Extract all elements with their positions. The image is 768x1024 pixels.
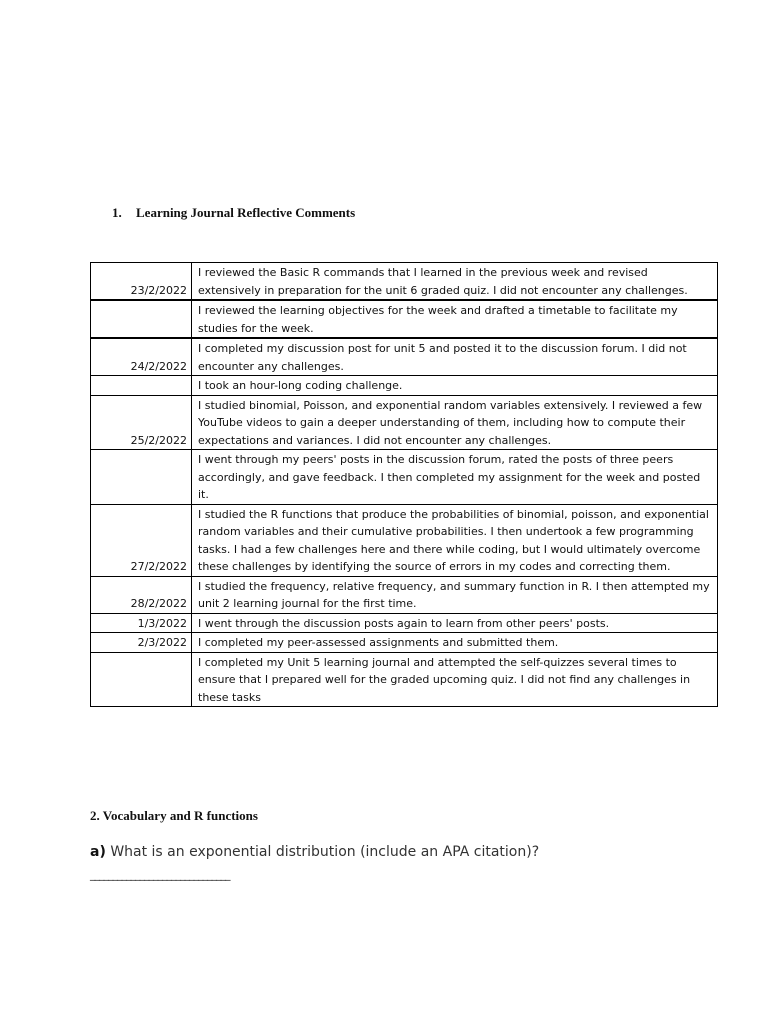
entry-date: 23/2/2022	[91, 263, 192, 301]
entry-text: I studied binomial, Poisson, and exponential random variables extensively. I reviewed a few YouTube videos to gain a deeper understanding of them, including how to compute their expectations and variances. I did not encounter any challenges.	[192, 395, 718, 450]
entry-text: I completed my Unit 5 learning journal and attempted the self-quizzes several times to ensure that I prepared well for the graded upcoming quiz. I did not find any challenges in these tasks	[192, 652, 718, 707]
question-a-text: What is an exponential distribution (include an APA citation)?	[110, 844, 540, 860]
entry-date	[91, 376, 192, 396]
table-row	[91, 633, 718, 653]
section-1-number: 1.	[112, 205, 122, 220]
table-row	[91, 450, 718, 505]
entry-date: 25/2/2022	[91, 395, 192, 450]
entry-date	[91, 300, 192, 338]
table-row	[91, 652, 718, 707]
answer-line: _______________________________	[90, 868, 230, 881]
entry-text: I took an hour-long coding challenge.	[192, 376, 718, 396]
entry-text: I completed my peer-assessed assignments and submitted them.	[192, 633, 718, 653]
entry-date: 1/3/2022	[91, 613, 192, 633]
table-row	[91, 300, 718, 338]
entry-text: I went through my peers' posts in the discussion forum, rated the posts of three peers accordingly, and gave feedback. I then completed my assignment for the week and posted it.	[192, 450, 718, 505]
entry-text: I completed my discussion post for unit 5 and posted it to the discussion forum. I did not encounter any challenges.	[192, 338, 718, 376]
entry-text: I went through the discussion posts again to learn from other peers' posts.	[192, 613, 718, 633]
table-row	[91, 613, 718, 633]
entry-text: I studied the R functions that produce the probabilities of binomial, poisson, and exponential random variables and their cumulative probabilities. I then undertook a few programming tasks. I had a few challenges here and there while coding, but I would ultimately overcome these challenges by identifying the source of errors in my codes and correcting them.	[192, 504, 718, 576]
entry-date: 27/2/2022	[91, 504, 192, 576]
section-1-title: Learning Journal Reflective Comments	[136, 205, 356, 220]
entry-date: 28/2/2022	[91, 576, 192, 613]
entry-date: 2/3/2022	[91, 633, 192, 653]
section-1-heading	[112, 205, 355, 221]
table-row	[91, 576, 718, 613]
entry-text: I reviewed the learning objectives for the week and drafted a timetable to facilitate my studies for the week.	[192, 300, 718, 338]
question-a	[90, 844, 539, 860]
table-row	[91, 504, 718, 576]
entry-date	[91, 652, 192, 707]
entry-date	[91, 450, 192, 505]
section-2-heading: 2. Vocabulary and R functions	[90, 808, 258, 823]
learning-journal-table	[90, 262, 718, 707]
table-row	[91, 263, 718, 301]
entry-text: I reviewed the Basic R commands that I learned in the previous week and revised extensively in preparation for the unit 6 graded quiz. I did not encounter any challenges.	[192, 263, 718, 301]
table-row	[91, 338, 718, 376]
entry-date: 24/2/2022	[91, 338, 192, 376]
question-a-label: a)	[90, 844, 106, 860]
entry-text: I studied the frequency, relative frequency, and summary function in R. I then attempted my unit 2 learning journal for the first time.	[192, 576, 718, 613]
table-row	[91, 395, 718, 450]
table-row	[91, 376, 718, 396]
